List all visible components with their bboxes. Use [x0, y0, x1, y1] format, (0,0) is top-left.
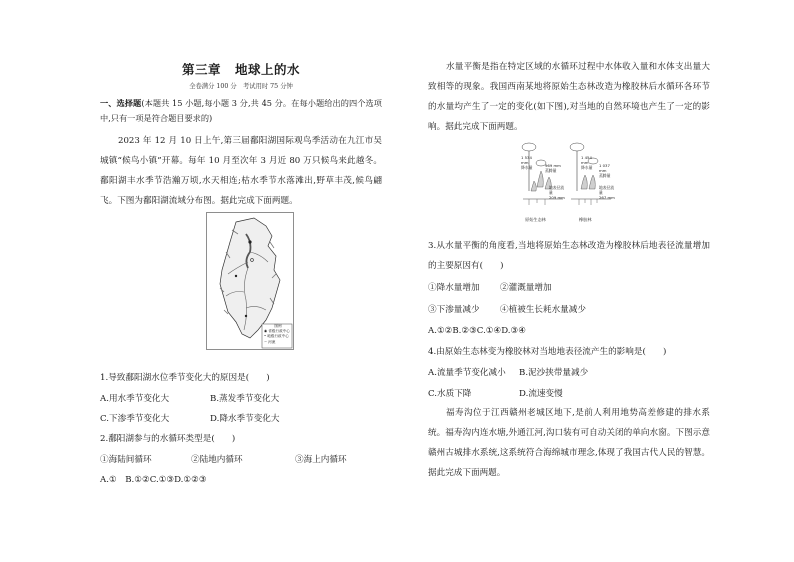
left-runoff-text: 地表径流量 — [549, 185, 565, 195]
q1-option-d[interactable]: D.降水季节变化大 — [210, 414, 280, 424]
section-intro — [100, 96, 382, 126]
left-precip-label — [521, 155, 533, 170]
right-runoff-text: 地表径流量 — [599, 185, 615, 195]
right-precip-label — [581, 155, 599, 170]
left-transp-value: 969 mm — [545, 163, 561, 168]
q1-option-a[interactable]: A.用水季节变化大 — [100, 394, 170, 404]
right-precip-value: 1 454 mm — [581, 155, 592, 165]
left-transp-label — [545, 163, 561, 173]
passage-water-balance: 水量平衡是指在特定区域的水循环过程中水体收入量和水体支出量大致相等的现象。我国西南某地将原始生态林改造为橡胶林后水循环各环节的水量均产生了一定的变化(如下图),对当地的自然环境也产生了一定的影响。据此完成下面两题。 — [428, 62, 710, 132]
legend-label: 省级行政中心 — [268, 329, 290, 334]
q4-option-a[interactable]: A.流量季节变化减小 — [428, 368, 506, 378]
chapter-number: 第三章 — [181, 62, 221, 77]
city-marker — [248, 240, 251, 243]
q4-option-d[interactable]: D.流速变慢 — [519, 389, 563, 399]
tree-icon — [581, 175, 587, 189]
right-transp-value: 1 037 mm — [599, 163, 610, 173]
tree-icon — [537, 171, 543, 187]
province-capital-icon: ◉ — [264, 329, 268, 334]
river-line-icon: ∼ — [264, 339, 268, 344]
q2-options[interactable]: A.① B.①②C.①③D.①②③ — [100, 475, 207, 485]
page-title — [100, 60, 382, 78]
q2-stem: 2.鄱阳湖参与的水循环类型是( ) — [100, 434, 236, 444]
q4-stem: 4.由原始生态林变为橡胶林对当地地表径流产生的影响是( ) — [428, 347, 667, 357]
right-precip-text: 降水量 — [581, 165, 593, 170]
right-transp-text: 蒸腾量 — [599, 173, 611, 178]
cloud-icon — [522, 143, 536, 151]
prefecture-city-icon: • — [264, 334, 267, 339]
left-transp-text: 蒸腾量 — [545, 168, 557, 173]
left-precip-value: 1 534 mm — [521, 155, 532, 165]
tree-icon — [531, 181, 536, 191]
q2-item-1: ①海陆间循环 — [100, 455, 152, 465]
q3-item-4: ④植被生长耗水量减少 — [500, 305, 586, 315]
legend-label: 河流 — [268, 339, 276, 344]
cloud-icon — [570, 143, 584, 151]
left-runoff-value: 209 mm — [549, 195, 565, 200]
q3-item-2: ②灌溉量增加 — [500, 283, 552, 293]
section-instructions: (本题共 15 小题,每小题 3 分,共 45 分。在每小题给出的四个选项中,只有一项是符合题目要求的) — [100, 98, 382, 123]
legend-item — [264, 340, 292, 345]
roots — [529, 199, 545, 205]
city-marker — [245, 315, 247, 317]
section-heading: 一、选择题 — [100, 98, 142, 108]
q3-options[interactable]: A.①②B.②③C.①④D.③④ — [428, 326, 526, 336]
q3-item-3: ③下渗量减少 — [428, 305, 480, 315]
roots — [579, 199, 597, 205]
q4-option-b[interactable]: B.泥沙挟带量减少 — [519, 368, 589, 378]
left-panel-caption: 原始生态林 — [525, 217, 546, 222]
right-runoff-label — [599, 185, 615, 200]
chapter-name: 地球上的水 — [235, 62, 301, 77]
water-balance-diagram — [519, 141, 615, 231]
q3-item-1: ①降水量增加 — [428, 283, 480, 293]
tree-icon — [589, 175, 595, 189]
left-precip-text: 降水量 — [521, 165, 533, 170]
q1-option-c[interactable]: C.下渗季节变化大 — [100, 414, 170, 424]
q2-item-3: ③海上内循环 — [295, 455, 347, 465]
poyang-basin-map — [206, 212, 294, 350]
q3-stem: 3.从水量平衡的角度看,当地将原始生态林改造为橡胶林后地表径流量增加的主要原因有( ) — [428, 241, 710, 271]
legend-title: 图例 — [274, 324, 282, 328]
map-legend — [264, 324, 292, 345]
q1-option-b[interactable]: B.蒸发季节变化大 — [210, 394, 280, 404]
right-runoff-value: 267 mm — [599, 195, 615, 200]
left-runoff-label — [549, 185, 565, 200]
right-transp-label — [599, 163, 615, 178]
q2-item-2: ②陆地内循环 — [191, 455, 243, 465]
city-marker — [235, 275, 237, 277]
q1-stem: 1.导致鄱阳湖水位季节变化大的原因是( ) — [100, 373, 270, 383]
legend-label: 地级行政中心 — [267, 334, 289, 339]
passage-poyang: 2023 年 12 月 10 日上午,第三届鄱阳湖国际观鸟季活动在九江市吴城镇“候鸟小镇”开幕。每年 10 月至次年 3 月近 80 万只候鸟来此越冬。鄱阳湖丰水季节浩瀚万顷,水天相连;枯水季节水落滩出,野草丰茂,候鸟翩飞。下图为鄱阳湖流域分布图。据此完成下面两题。 — [100, 136, 382, 206]
exam-subtitle: 全卷满分 100 分 考试用时 75 分钟 — [189, 83, 293, 90]
right-panel-caption: 橡胶林 — [579, 217, 592, 222]
q4-option-c[interactable]: C.水质下降 — [428, 389, 472, 399]
passage-fushougou: 福寿沟位于江西赣州老城区地下,是前人利用地势高差修建的排水系统。福寿沟内连水塘,外通江河,沟口装有可自动关闭的单向水窗。下图示意赣州古城排水系统,这系统符合海绵城市理念,体现了我国古代人民的智慧。据此完成下面两题。 — [428, 408, 710, 478]
